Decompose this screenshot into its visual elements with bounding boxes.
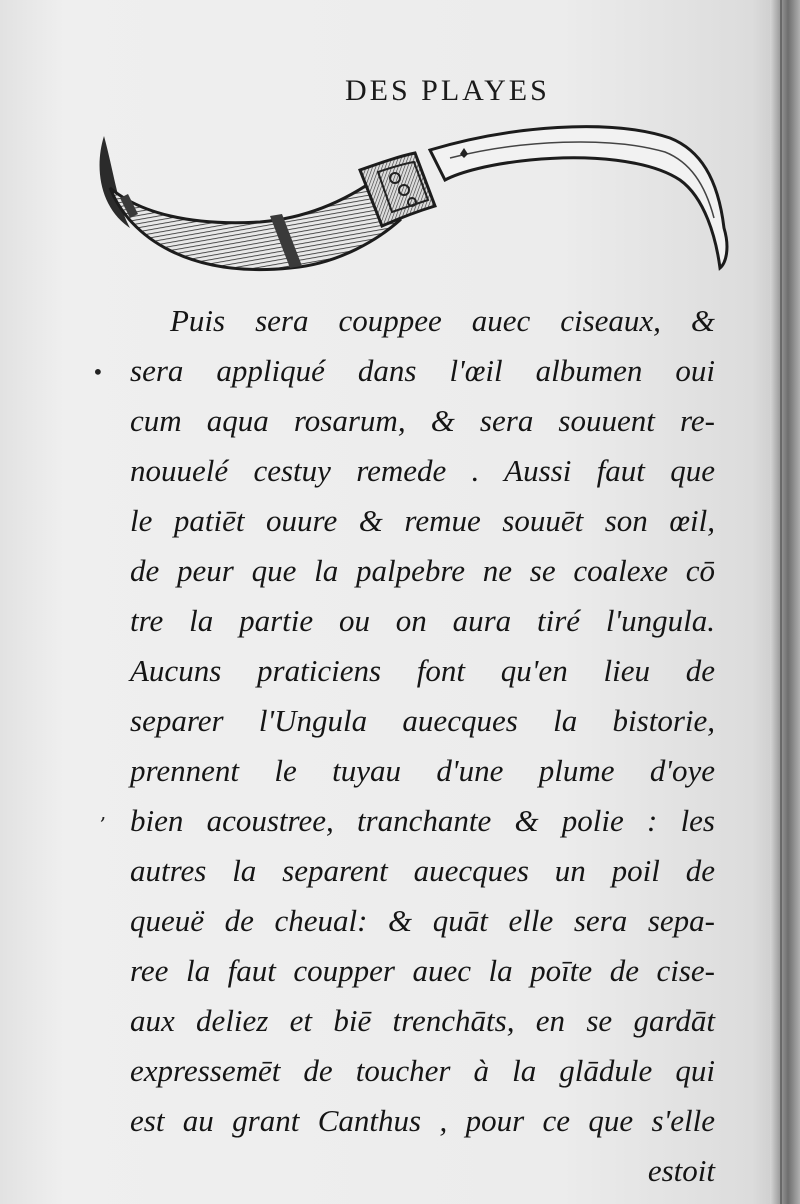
text-line: nouuelé cestuy remede . Aussi faut que xyxy=(130,453,715,488)
text-line: tre la partie ou on aura tiré l'ungula. xyxy=(130,603,715,638)
margin-mark: • xyxy=(92,360,104,384)
text-line: cum aqua rosarum, & sera souuent re- xyxy=(130,403,715,438)
gutter-edge xyxy=(780,0,782,1204)
text-line: expressemēt de toucher à la glādule qui xyxy=(130,1053,715,1088)
curved-knife-icon xyxy=(90,118,730,288)
text-line: est au grant Canthus , pour ce que s'elle xyxy=(130,1103,715,1138)
text-line: queuë de cheual: & quāt elle sera sepa- xyxy=(130,903,715,938)
text-line: Aucuns praticiens font qu'en lieu de xyxy=(130,653,715,688)
text-line: aux deliez et biē trenchāts, en se gardāt xyxy=(130,1003,715,1038)
running-head: DES PLAYES xyxy=(345,74,550,107)
text-line: separer l'Ungula auecques la bistorie, xyxy=(130,703,715,738)
text-line: Puis sera couppee auec ciseaux, & xyxy=(170,303,715,338)
book-gutter xyxy=(770,0,800,1204)
text-line: prennent le tuyau d'une plume d'oye xyxy=(130,753,715,788)
margin-mark: , xyxy=(100,800,107,824)
text-line: ree la faut coupper auec la poīte de cise- xyxy=(130,953,715,988)
text-line: autres la separent auecques un poil de xyxy=(130,853,715,888)
text-line: sera appliqué dans l'œil albumen oui xyxy=(130,353,715,388)
catchword: estoit xyxy=(647,1153,715,1188)
text-line: le patiēt ouure & remue souuēt son œil, xyxy=(130,503,715,538)
text-line: bien acoustree, tranchante & polie : les xyxy=(130,803,715,838)
text-line: de peur que la palpebre ne se coalexe cō xyxy=(130,553,715,588)
